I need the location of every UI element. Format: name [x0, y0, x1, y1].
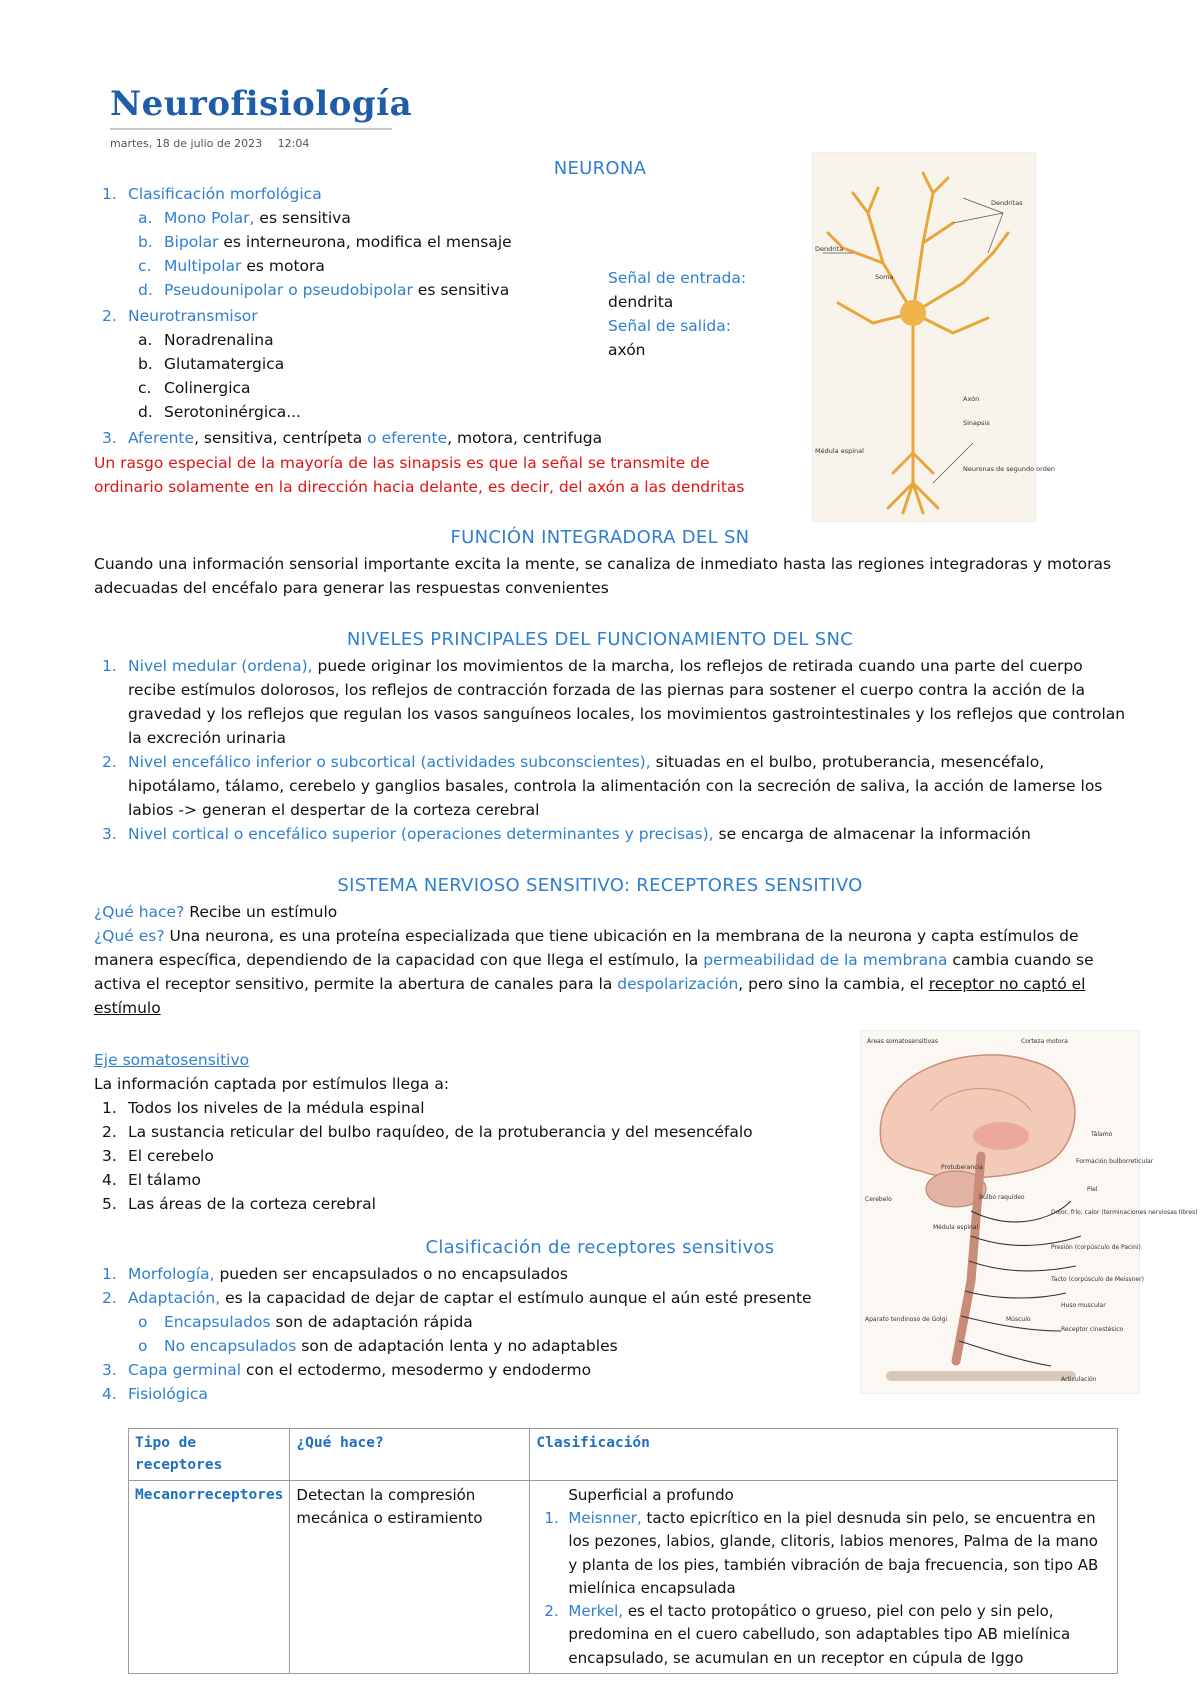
page-title: Neurofisiología: [110, 84, 413, 124]
niveles-list: [92, 654, 1132, 846]
neurotransmisor-list: [92, 304, 652, 328]
eje-heading: Eje somatosensitivo: [94, 1051, 250, 1069]
list-item: 1. Clasificación morfológica: [102, 185, 322, 203]
que-hace-line: ¿Qué hace? Recibe un estímulo: [94, 903, 338, 921]
header-tipo: Tipo de receptores: [129, 1429, 290, 1481]
list-item: 2. Nivel encefálico inferior o subcortical (actividades subconscientes), situadas en el bulbo, protuberancia, mesencéfalo, hipotálamo, tálamo, cerebelo y ganglios basales, controla la alimentación con la secreción de saliva, la acción de lamerse los labios -> generan el despertar de la corteza cerebral: [102, 753, 1103, 820]
label-areas: Áreas somatosensitivas: [867, 1038, 938, 1045]
clasificacion-heading: Clasificación de receptores sensitivos: [425, 1237, 775, 1258]
label-bulbo: Bulbo raquídeo: [979, 1194, 1025, 1201]
label-sinapsis: Sinapsis: [963, 419, 990, 427]
entrada-label: Señal de entrada:: [608, 269, 747, 287]
clasificacion-list: [92, 1262, 872, 1310]
cell-tipo: Mecanorreceptores: [129, 1480, 290, 1673]
eje-intro: La información captada por estímulos llega a:: [94, 1075, 450, 1093]
mecanorreceptores-list: [536, 1507, 1111, 1670]
label-axon: Axón: [963, 395, 980, 403]
label-dolor: Dolor, frío, calor (terminaciones nerviosas libres): [1051, 1209, 1198, 1216]
header-que-hace: ¿Qué hace?: [290, 1429, 530, 1481]
label-musculo: Músculo: [1006, 1316, 1031, 1323]
label-corteza: Corteza motora: [1021, 1038, 1068, 1045]
senales-box: [608, 266, 778, 362]
receptores-table: [128, 1428, 1118, 1674]
thalamus-shape: [973, 1122, 1029, 1150]
label-protuberancia: Protuberancia: [941, 1164, 983, 1171]
label-medula: Médula espinal: [933, 1224, 979, 1231]
adaptacion-sublist: [92, 1310, 852, 1358]
clasificacion-list-cont: [92, 1358, 872, 1406]
list-item: 4. Fisiológica: [102, 1385, 208, 1404]
salida-value: axón: [608, 341, 646, 360]
label-cerebelo: Cerebelo: [865, 1196, 892, 1203]
funcion-heading: FUNCIÓN INTEGRADORA DEL SN: [450, 527, 750, 548]
label-formacion: Formación bulborreticular: [1076, 1158, 1154, 1165]
label-golgi: Aparato tendinoso de Golgi: [865, 1316, 948, 1323]
list-item: 5. Las áreas de la corteza cerebral: [102, 1195, 376, 1214]
label-piel: Piel: [1087, 1186, 1098, 1193]
page-time: 12:04: [277, 137, 310, 150]
label-receptor: Receptor cinestésico: [1061, 1326, 1124, 1333]
header-clasificacion: Clasificación: [530, 1429, 1118, 1481]
eje-list: [92, 1096, 852, 1216]
list-item: d. Serotoninérgica...: [138, 403, 301, 422]
neurona-heading: NEURONA: [553, 158, 647, 179]
label-tacto: Tacto (corpúsculo de Meissner): [1051, 1276, 1144, 1283]
neuron-figure: [812, 152, 1055, 522]
label-dendritas: Dendritas: [991, 199, 1023, 207]
list-item: 2. Neurotransmisor: [102, 307, 258, 325]
label-articulacion: Articulación: [1061, 1376, 1097, 1383]
list-item: 1. Nivel medular (ordena), puede originar los movimientos de la marcha, los reflejos de retirada cuando una parte del cuerpo recibe estímulos dolorosos, los reflejos de contracción forzada de las piernas para sostener el cuerpo contra la acción de la gravedad y los reflejos que regulan los vasos sanguíneos locales, los movimientos gastrointestinales y los reflejos que controlan la excreción urinaria: [102, 657, 1126, 748]
list-item: d. Pseudounipolar o pseudobipolar es sensitiva: [138, 281, 510, 300]
title-divider: [110, 128, 392, 130]
aferente-list: [92, 426, 792, 450]
list-item: o Encapsulados son de adaptación rápida: [138, 1313, 473, 1331]
label-neuronas: Neuronas de segundo orden: [963, 465, 1055, 473]
table-row: [129, 1480, 1118, 1673]
label-dendrita: Dendrita: [815, 245, 844, 253]
cell-que-hace: Detectan la compresión mecánica o estiramiento: [290, 1480, 530, 1673]
list-item: b. Glutamatergica: [138, 355, 285, 374]
sistema-heading: SISTEMA NERVIOSO SENSITIVO: RECEPTORES SENSITIVO: [337, 875, 863, 896]
salida-label: Señal de salida:: [608, 317, 731, 336]
neurotransmisor-sublist: [92, 328, 692, 424]
page-date: martes, 18 de julio de 2023: [110, 137, 263, 150]
page-datetime: [110, 135, 321, 152]
entrada-value: dendrita: [608, 293, 674, 312]
somatosensory-figure: [860, 1030, 1198, 1394]
que-es-paragraph: ¿Qué es? Una neurona, es una proteína especializada que tiene ubicación en la membrana de la neurona y capta estímulos de manera específica, dependiendo de la capacidad con que llega el estímulo, la permeabilidad de la membrana cambia cuando se activa el receptor sensitivo, permite la abertura de canales para la despolarización, pero sino la cambia, el receptor no captó el estímulo: [94, 927, 1094, 1018]
list-item: 4. El tálamo: [102, 1171, 201, 1190]
list-item: o No encapsulados son de adaptación lenta y no adaptables: [138, 1337, 618, 1356]
list-item: 3. El cerebelo: [102, 1147, 214, 1166]
list-item: 3. Aferente, sensitiva, centrípeta o eferente, motora, centrifuga: [102, 429, 603, 447]
soma-shape: [900, 300, 926, 326]
red-note: Un rasgo especial de la mayoría de las sinapsis es que la señal se transmite de ordinario solamente en la dirección hacia delante, es decir, del axón a las dendritas: [94, 454, 745, 497]
list-item: 2. Merkel, es el tacto protopático o grueso, piel con pelo y sin pelo, predomina en el cuero cabelludo, son adaptables tipo AB mielínica encapsulado, se acumulan en un receptor en cúpula de Iggo: [544, 1602, 1071, 1667]
label-talamo: Tálamo: [1091, 1131, 1113, 1138]
niveles-heading: NIVELES PRINCIPALES DEL FUNCIONAMIENTO DEL SNC: [346, 629, 854, 650]
label-soma: Soma: [875, 273, 894, 281]
list-item: 1. Meisnner, tacto epicrítico en la piel desnuda sin pelo, se encuentra en los pezones, labios, glande, clitoris, labios menores, Palma de la mano y planta de los pies, también vibración de baja frecuencia, son tipo AB mielínica encapsulada: [544, 1509, 1099, 1597]
list-item: 2. Adaptación, es la capacidad de dejar de captar el estímulo aunque el aún esté presente: [102, 1289, 812, 1308]
sistema-text: [94, 900, 1134, 1020]
morfologia-sublist: [92, 206, 692, 302]
list-item: b. Bipolar es interneurona, modifica el mensaje: [138, 233, 512, 252]
list-item: 1. Morfología, pueden ser encapsulados o no encapsulados: [102, 1265, 568, 1283]
cell-clasificacion: [530, 1480, 1118, 1673]
list-item: c. Multipolar es motora: [138, 257, 325, 276]
list-item: 2. La sustancia reticular del bulbo raquídeo, de la protuberancia y del mesencéfalo: [102, 1123, 753, 1142]
list-item: a. Mono Polar, es sensitiva: [138, 209, 351, 227]
neurona-list: [92, 182, 652, 206]
list-item: a. Noradrenalina: [138, 331, 274, 349]
list-item: 1. Todos los niveles de la médula espinal: [102, 1099, 425, 1117]
list-item: 3. Capa germinal con el ectodermo, mesodermo y endodermo: [102, 1361, 592, 1379]
label-huso: Huso muscular: [1061, 1302, 1106, 1309]
table-header-row: [129, 1429, 1118, 1481]
list-item: c. Colinergica: [138, 379, 251, 398]
list-item: 3. Nivel cortical o encefálico superior (operaciones determinantes y precisas), se encarga de almacenar la información: [102, 825, 1031, 844]
label-medula: Médula espinal: [815, 447, 864, 455]
funcion-text: Cuando una información sensorial importante excita la mente, se canaliza de inmediato hasta las regiones integradoras y motoras adecuadas del encéfalo para generar las respuestas convenientes: [94, 555, 1112, 598]
clasificacion-intro: Superficial a profundo: [568, 1485, 734, 1504]
label-presion: Presión (corpúsculo de Pacini): [1051, 1244, 1141, 1251]
